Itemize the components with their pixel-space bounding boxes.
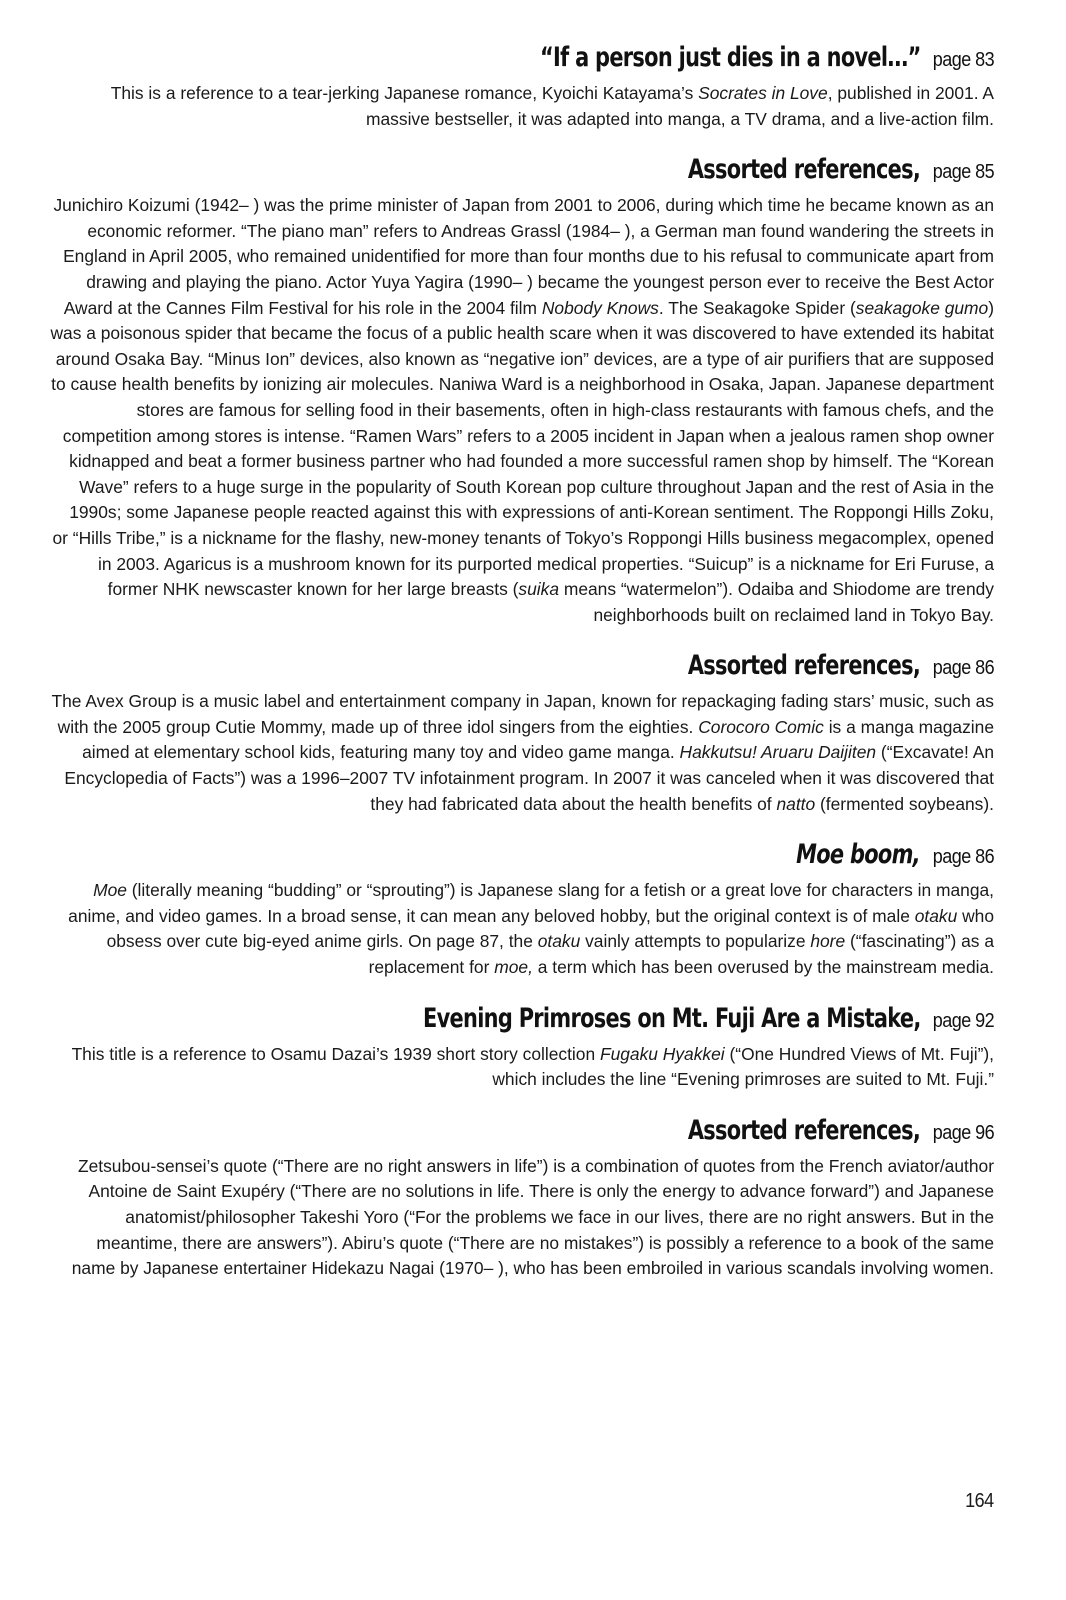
note-body: This is a reference to a tear-jerking Japanese romance, Kyoichi Katayama’s Socrates in Love, published in 2001. A massive bestseller, it was adapted into manga, a TV drama, and a live-action film. xyxy=(110,83,994,129)
page-number: 164 xyxy=(965,1490,994,1512)
translation-notes xyxy=(50,40,994,1302)
note-heading xyxy=(50,152,994,190)
note-title: Assorted references, xyxy=(687,650,921,682)
note-heading xyxy=(50,648,994,686)
note-title: Assorted references, xyxy=(687,1114,921,1146)
note-body: Zetsubou-sensei’s quote (“There are no right answers in life”) is a combination of quotes from the French aviator/author Antoine de Saint Exupéry (“There are no solutions in life. There is only the energy to advance forward”) and Japanese anatomist/philosopher Takeshi Yoro (“For the problems we face in our lives, there are no right answers. But in the meantime, there are answers”). Abiru’s quote (“There are no mistakes”) is possibly a reference to a book of the same name by Japanese entertainer Hidekazu Nagai (1970– ), who has been embroiled in various scandals involving women. xyxy=(71,1155,994,1279)
note-body: Moe (literally meaning “budding” or “sprouting”) is Japanese slang for a fetish or a great love for characters in manga, anime, and video games. In a broad sense, it can mean any beloved hobby, but the original context is of male otaku who obsess over cute big-eyed anime girls. On page 87, the otaku vainly attempts to popularize hore (“fascinating”) as a replacement for moe, a term which has been overused by the mainstream media. xyxy=(68,880,994,978)
note-title: Moe boom, xyxy=(796,839,921,871)
note-page-ref: page 86 xyxy=(932,657,994,680)
note-moe-boom xyxy=(50,837,994,980)
note-page-ref: page 96 xyxy=(932,1121,994,1144)
note-heading xyxy=(50,1113,994,1151)
note-heading xyxy=(50,1001,994,1039)
note-heading xyxy=(50,837,994,875)
note-page-ref: page 92 xyxy=(932,1009,994,1032)
note-page-ref: page 85 xyxy=(932,161,994,184)
note-evening-primroses xyxy=(50,1001,994,1093)
note-body: The Avex Group is a music label and entertainment company in Japan, known for repackaging fading stars’ music, such as with the 2005 group Cutie Mommy, made up of three idol singers from the eighties. Corocoro Comic is a manga magazine aimed at elementary school kids, featuring many toy and video game manga. Hakkutsu! Aruaru Daijiten (“Excavate! An Encyclopedia of Facts”) was a 1996–2007 TV infotainment program. In 2007 it was canceled when it was discovered that they had fabricated data about the health benefits of natto (fermented soybeans). xyxy=(51,691,994,814)
note-assorted-references-86 xyxy=(50,648,994,817)
note-body: This title is a reference to Osamu Dazai’s 1939 short story collection Fugaku Hyakkei (“One Hundred Views of Mt. Fuji”), which includes the line “Evening primroses are suited to Mt. Fuji.” xyxy=(71,1043,994,1090)
note-assorted-references-85 xyxy=(50,152,994,628)
note-socrates-in-love xyxy=(50,40,994,132)
note-title: Evening Primroses on Mt. Fuji Are a Mistake, xyxy=(422,1002,921,1034)
note-title: Assorted references, xyxy=(687,154,921,186)
note-page-ref: page 83 xyxy=(932,49,994,71)
note-page-ref: page 86 xyxy=(932,846,994,869)
note-heading xyxy=(50,40,994,78)
note-assorted-references-96 xyxy=(50,1113,994,1282)
note-body: Junichiro Koizumi (1942– ) was the prime minister of Japan from 2001 to 2006, during which time he became known as an economic reformer. “The piano man” refers to Andreas Grassl (1984– ), a German man found wandering the streets in England in April 2005, who remained unidentified for more than four months due to his refusal to communicate apart from drawing and playing the piano. Actor Yuya Yagira (1990– ) became the youngest person ever to receive the Best Actor Award at the Cannes Film Festival for his role in the 2004 film Nobody Knows. The Seakagoke Spider (seakagoke gumo) was a poisonous spider that became the focus of a public health scare when it was discovered to have extended its habitat around Osaka Bay. “Minus Ion” devices, also known as “negative ion” devices, are a type of air purifiers that are supposed to cause health benefits by ionizing air molecules. Naniwa Ward is a neighborhood in Osaka, Japan. Japanese department stores are famous for selling food in their basements, often in high-class restaurants with famous chefs, and the competition among stores is intense. “Ramen Wars” refers to a 2005 incident in Japan when a jealous ramen shop owner kidnapped and beat a former business partner who had founded a more successful ramen shop by himself. The “Korean Wave” refers to a huge surge in the popularity of South Korean pop culture throughout Japan and the rest of Asia in the 1990s; some Japanese people reacted against this with expressions of anti-Korean sentiment. The Roppongi Hills Zoku, or “Hills Tribe,” is a nickname for the flashy, new-money tenants of Tokyo’s Roppongi Hills business megacomplex, opened in 2003. Agaricus is a mushroom known for its purported medical properties. “Suicup” is a nickname for Eri Furuse, a former NHK newscaster known for her large breasts (suika means “watermelon”). Odaiba and Shiodome are trendy neighborhoods built on reclaimed land in Tokyo Bay. xyxy=(50,195,994,625)
note-title: “If a person just dies in a novel…” xyxy=(539,42,921,73)
